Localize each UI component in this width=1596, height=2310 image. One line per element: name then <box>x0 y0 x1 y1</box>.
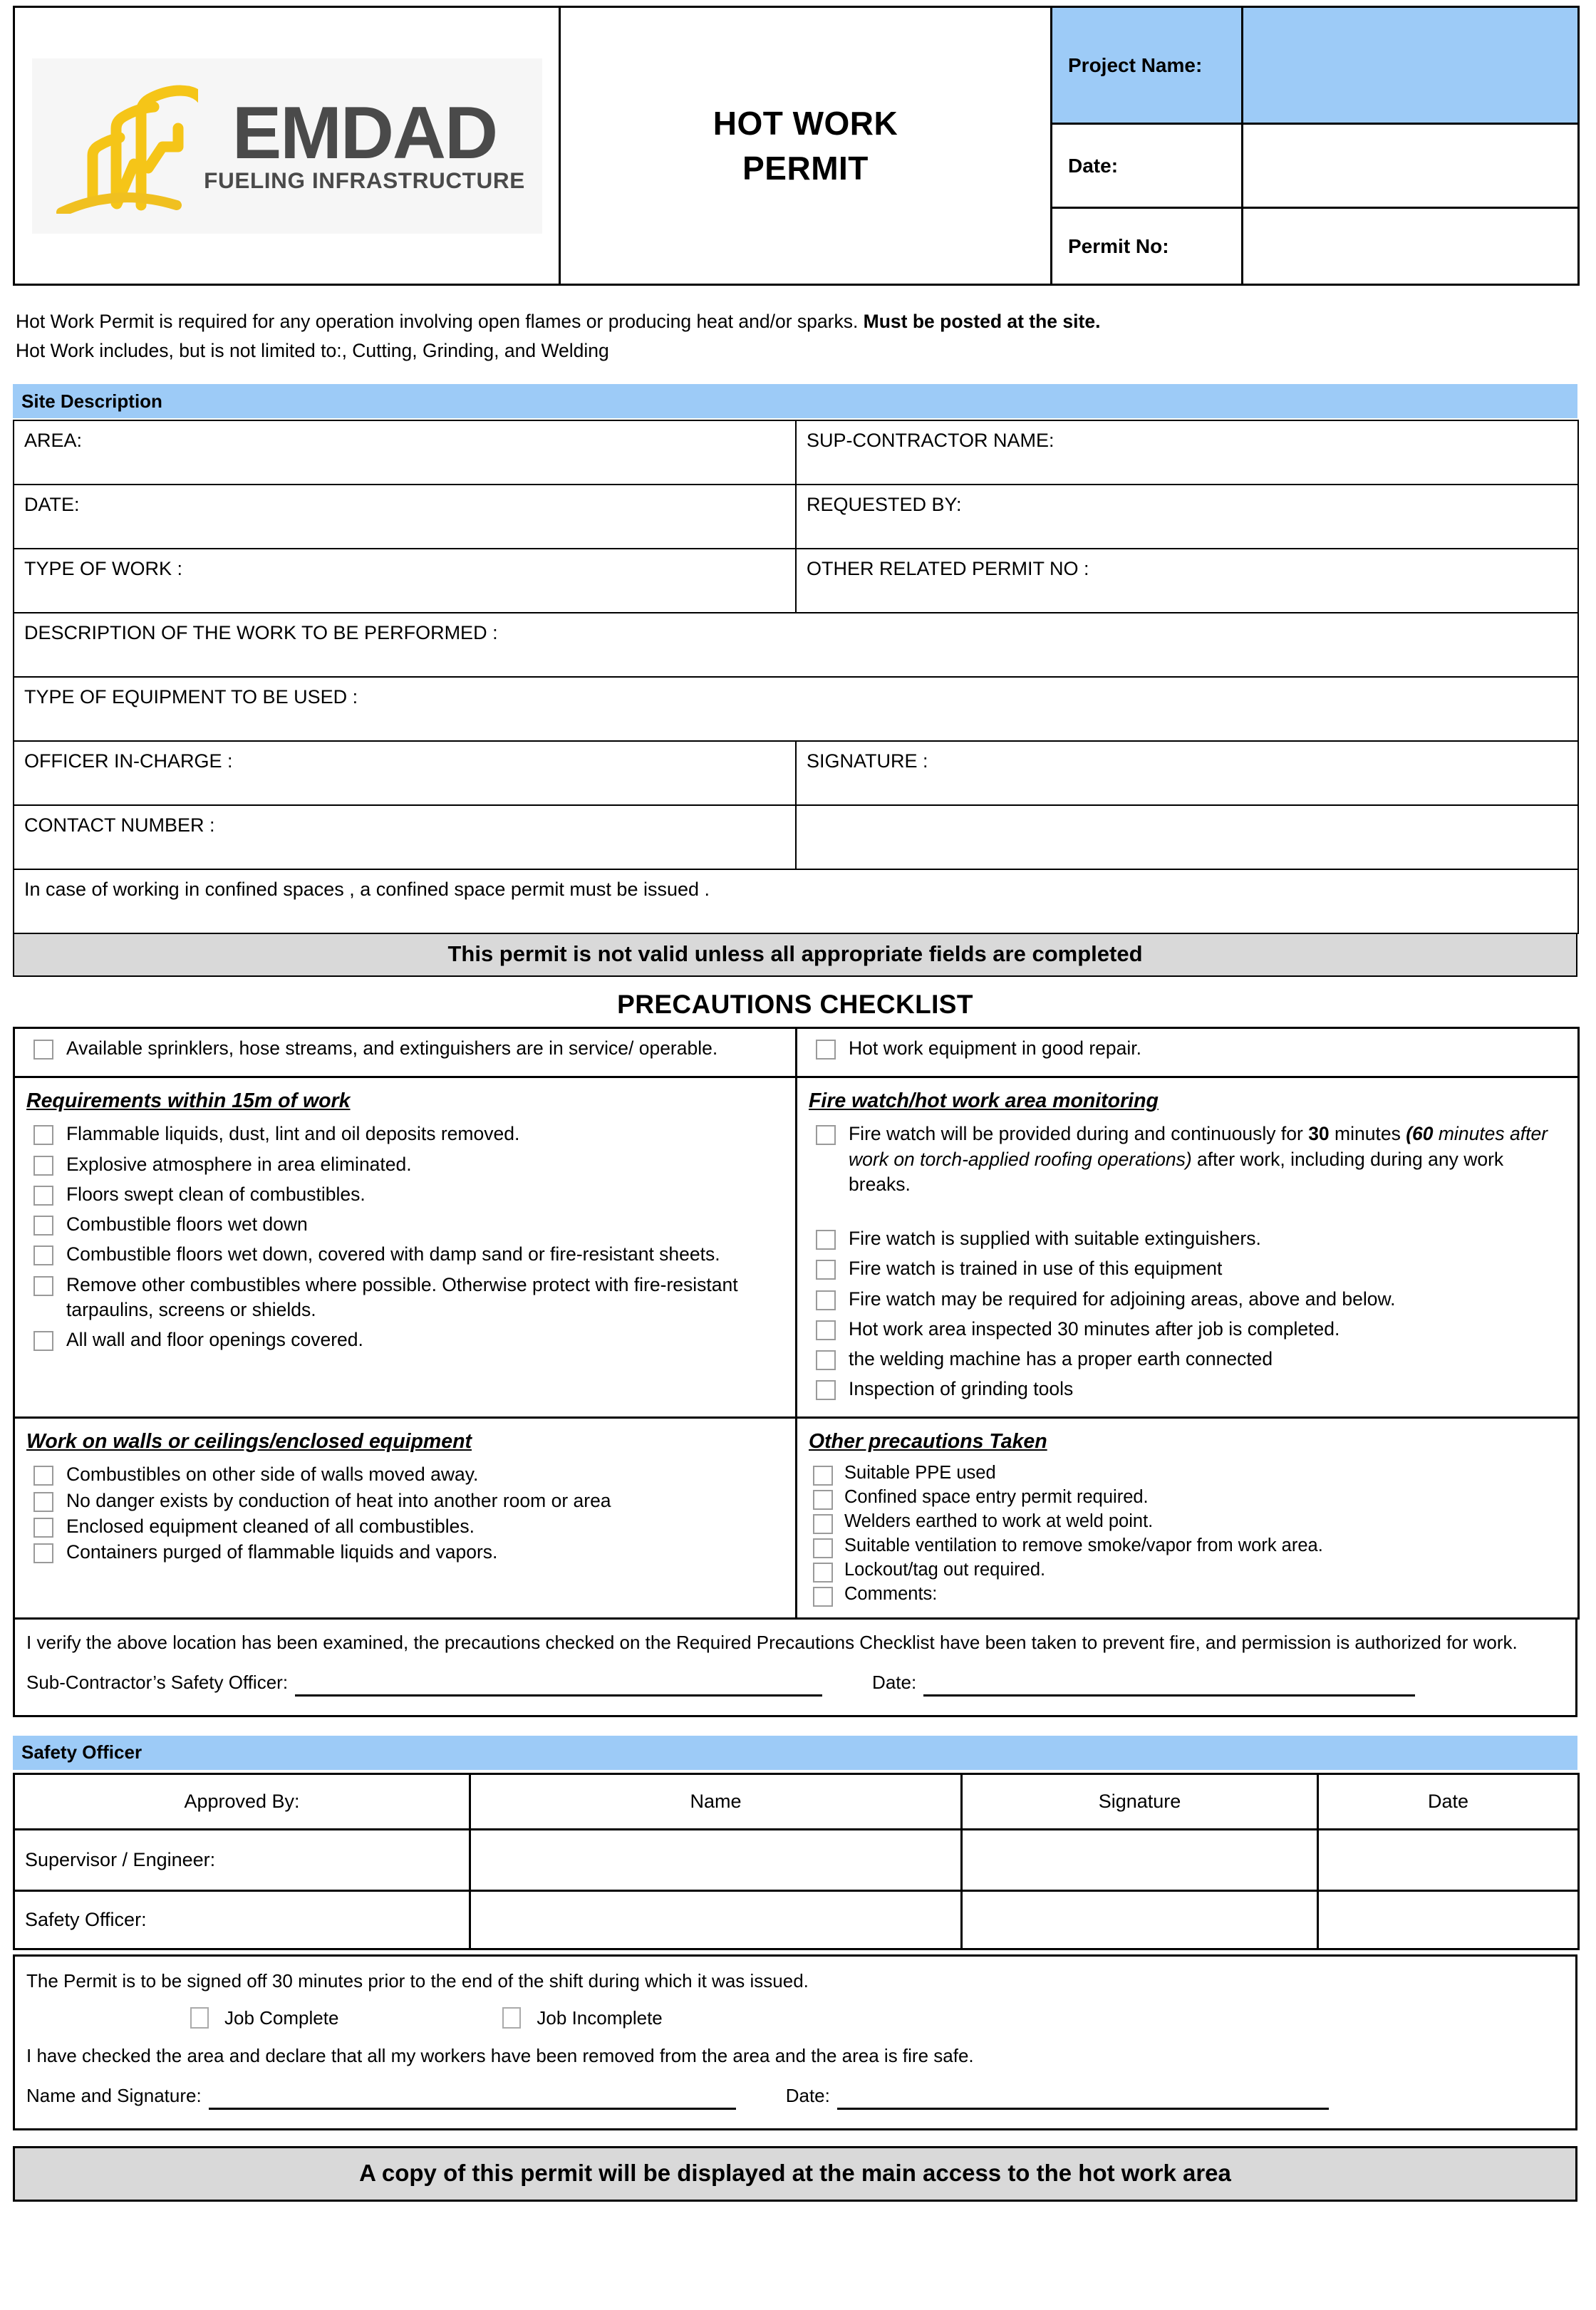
checklist-item-label: Confined space entry permit required. <box>844 1487 1149 1508</box>
checkbox-icon[interactable] <box>33 1186 53 1206</box>
checklist-item-label: Lockout/tag out required. <box>844 1560 1046 1580</box>
checklist-cell-top-right <box>797 1028 1579 1077</box>
checkbox-icon[interactable] <box>33 1492 53 1512</box>
checklist-item[interactable] <box>803 1559 1572 1583</box>
checklist-cell-left-walls <box>14 1418 797 1619</box>
intro-text <box>16 307 1569 366</box>
cell-safety-officer-name[interactable] <box>470 1890 962 1949</box>
fw-bold-30: 30 <box>1308 1123 1330 1145</box>
precautions-checklist-table <box>13 1027 1580 1620</box>
checklist-item[interactable] <box>21 1152 789 1177</box>
section-heading-requirements-15m: Requirements within 15m of work <box>26 1089 351 1113</box>
field-type-of-work[interactable]: TYPE OF WORK : <box>14 549 796 613</box>
emdad-logo <box>32 58 542 234</box>
name-and-signature-label: Name and Signature: <box>26 2084 202 2106</box>
spacer <box>803 1202 1572 1226</box>
checkbox-icon[interactable] <box>33 1216 53 1236</box>
fw-bold-60: (60 <box>1406 1123 1434 1145</box>
logo-brand-text: EMDAD <box>232 91 497 175</box>
checkbox-icon[interactable] <box>816 1320 836 1340</box>
checklist-item-label: Fire watch is trained in use of this equipment <box>849 1258 1223 1280</box>
site-description-section-header: Site Description <box>13 384 1577 418</box>
hot-work-permit-document <box>0 6 1596 2310</box>
intro-line-1-bold: Must be posted at the site. <box>863 311 1101 332</box>
checklist-item[interactable] <box>803 1377 1572 1402</box>
field-work-description[interactable]: DESCRIPTION OF THE WORK TO BE PERFORMED : <box>14 613 1578 677</box>
section-heading-other-precautions: Other precautions Taken <box>809 1430 1047 1454</box>
checklist-item-label: Suitable ventilation to remove smoke/vapor from work area. <box>844 1535 1323 1556</box>
checkbox-icon[interactable] <box>813 1538 833 1558</box>
checklist-item[interactable] <box>803 1287 1572 1312</box>
cell-supervisor-name[interactable] <box>470 1829 962 1890</box>
name-and-signature-line[interactable] <box>209 2091 736 2110</box>
checklist-cell-right-other <box>797 1418 1579 1619</box>
field-contact-number[interactable]: CONTACT NUMBER : <box>14 805 796 869</box>
cell-safety-officer-signature[interactable] <box>962 1890 1318 1949</box>
signoff-date-line[interactable] <box>837 2091 1329 2110</box>
checkbox-icon[interactable] <box>33 1543 53 1563</box>
precautions-checklist-title: PRECAUTIONS CHECKLIST <box>617 990 973 1020</box>
checkbox-icon[interactable] <box>813 1563 833 1583</box>
checklist-item[interactable] <box>21 1540 789 1565</box>
field-subcontractor-name[interactable]: SUP-CONTRACTOR NAME: <box>796 420 1578 485</box>
checkbox-icon[interactable] <box>33 1331 53 1351</box>
checkbox-icon[interactable] <box>33 1040 53 1060</box>
checklist-item-label: Inspection of grinding tools <box>849 1378 1074 1400</box>
checklist-item-label: Explosive atmosphere in area eliminated. <box>66 1153 412 1175</box>
checklist-item-label: Welders earthed to work at weld point. <box>844 1511 1154 1532</box>
checklist-item[interactable] <box>21 1327 789 1352</box>
checklist-item-label: Hot work equipment in good repair. <box>849 1037 1141 1060</box>
verification-signature-row <box>26 1669 1564 1697</box>
company-logo-cell <box>14 7 560 285</box>
checkbox-icon[interactable] <box>816 1230 836 1250</box>
table-row <box>14 549 1578 613</box>
checkbox-icon[interactable] <box>816 1380 836 1400</box>
checklist-item-label: Enclosed equipment cleaned of all combustibles. <box>66 1515 475 1537</box>
project-name-label: Project Name: <box>1052 7 1243 124</box>
checklist-item-label: the welding machine has a proper earth connected <box>849 1348 1273 1369</box>
section-heading-work-on-walls: Work on walls or ceilings/enclosed equipment <box>26 1430 472 1454</box>
checklist-item-label: Combustible floors wet down <box>66 1213 308 1236</box>
checklist-item-label: Combustible floors wet down, covered with damp sand or fire-resistant sheets. <box>66 1243 720 1265</box>
checkbox-icon[interactable] <box>813 1490 833 1510</box>
checklist-item[interactable] <box>803 1317 1572 1342</box>
footer-banner: A copy of this permit will be displayed at the main access to the hot work area <box>13 2146 1577 2202</box>
checklist-cell-top-left <box>14 1028 797 1077</box>
safety-officer-table <box>13 1773 1580 1950</box>
field-other-related-permit-no[interactable]: OTHER RELATED PERMIT NO : <box>796 549 1578 613</box>
checklist-item[interactable] <box>21 1514 789 1539</box>
cell-safety-officer-date[interactable] <box>1318 1890 1579 1949</box>
permit-number-value[interactable] <box>1243 208 1579 285</box>
row-label-safety-officer: Safety Officer: <box>14 1890 470 1949</box>
signoff-signature-row <box>26 2083 1564 2110</box>
fw-part2: minutes <box>1329 1123 1406 1145</box>
field-officer-in-charge[interactable]: OFFICER IN-CHARGE : <box>14 741 796 805</box>
checklist-cell-right-main <box>797 1077 1579 1418</box>
job-status-row <box>26 2005 1564 2032</box>
table-row <box>14 485 1578 549</box>
checkbox-icon[interactable] <box>813 1466 833 1486</box>
checklist-item-label: Remove other combustibles where possible. Otherwise protect with fire-resistant tarpaulins, screens or shields. <box>66 1273 738 1320</box>
checklist-item-label: Fire watch may be required for adjoining areas, above and below. <box>849 1288 1396 1310</box>
checkbox-icon[interactable] <box>813 1587 833 1607</box>
job-incomplete-checkbox-icon[interactable] <box>502 2007 521 2029</box>
permit-header-table <box>13 6 1580 286</box>
column-header-date: Date <box>1318 1773 1579 1829</box>
spacer <box>21 1357 789 1400</box>
checkbox-icon[interactable] <box>33 1245 53 1265</box>
job-incomplete-label: Job Incomplete <box>537 2006 663 2029</box>
emdad-logo-mark-icon <box>48 78 198 214</box>
checklist-item-label: Floors swept clean of combustibles. <box>66 1183 366 1205</box>
subcontractor-safety-officer-label: Sub-Contractor’s Safety Officer: <box>26 1672 289 1694</box>
fw-italic: minutes after work on torch-applied roofing operations) <box>849 1123 1548 1170</box>
project-name-value[interactable] <box>1243 7 1579 124</box>
checklist-item[interactable] <box>21 1462 789 1487</box>
checkbox-icon[interactable] <box>816 1125 836 1145</box>
fw-part1: Fire watch will be provided during and continuously for <box>849 1123 1309 1145</box>
row-label-supervisor-engineer: Supervisor / Engineer: <box>14 1829 470 1890</box>
cell-supervisor-signature[interactable] <box>962 1829 1318 1890</box>
checklist-item-label: Containers purged of flammable liquids and vapors. <box>66 1541 498 1563</box>
signoff-note: The Permit is to be signed off 30 minutes prior to the end of the shift during which it was issued. <box>26 1969 809 1992</box>
checklist-item[interactable] <box>803 1511 1572 1534</box>
checklist-item[interactable] <box>21 1212 789 1237</box>
job-complete-checkbox-icon[interactable] <box>190 2007 209 2029</box>
checkbox-icon[interactable] <box>33 1466 53 1486</box>
section-heading-fire-watch: Fire watch/hot work area monitoring <box>809 1089 1159 1113</box>
fw-part3: after work, including during any work breaks. <box>849 1148 1504 1195</box>
checklist-item-label: Hot work area inspected 30 minutes after job is completed. <box>849 1317 1340 1340</box>
checklist-item-label <box>849 1122 1572 1197</box>
column-header-name: Name <box>470 1773 962 1829</box>
table-row <box>14 869 1578 933</box>
signoff-block <box>13 1954 1577 2130</box>
checklist-item-label: No danger exists by conduction of heat into another room or area <box>66 1489 611 1511</box>
job-complete-label: Job Complete <box>224 2006 339 2029</box>
confined-space-note: In case of working in confined spaces , a confined space permit must be issued . <box>14 869 1578 933</box>
field-area[interactable]: AREA: <box>14 420 796 485</box>
logo-tagline-text: FUELING INFRASTRUCTURE <box>204 167 525 193</box>
checklist-item[interactable] <box>803 1256 1572 1281</box>
table-row <box>14 1028 1579 1077</box>
checklist-item[interactable] <box>803 1535 1572 1558</box>
intro-line-1-normal: Hot Work Permit is required for any operation involving open flames or producing heat and/or sparks. <box>16 311 864 332</box>
checklist-item-label: Flammable liquids, dust, lint and oil deposits removed. <box>66 1123 520 1145</box>
checkbox-icon[interactable] <box>816 1290 836 1310</box>
checklist-item[interactable] <box>21 1122 789 1146</box>
permit-date-value[interactable] <box>1243 124 1579 208</box>
column-header-approved-by: Approved By: <box>14 1773 470 1829</box>
signoff-date-label: Date: <box>785 2084 830 2106</box>
checkbox-icon[interactable] <box>33 1156 53 1176</box>
column-header-signature: Signature <box>962 1773 1318 1829</box>
table-row <box>14 613 1578 677</box>
permit-date-label: Date: <box>1052 124 1243 208</box>
checkbox-icon[interactable] <box>33 1518 53 1538</box>
table-row <box>14 1077 1579 1418</box>
checklist-item[interactable] <box>803 1486 1572 1510</box>
table-row <box>14 805 1578 869</box>
checklist-item[interactable] <box>803 1462 1572 1486</box>
permit-number-label: Permit No: <box>1052 208 1243 285</box>
field-requested-by[interactable]: REQUESTED BY: <box>796 485 1578 549</box>
checkbox-icon[interactable] <box>33 1276 53 1296</box>
safety-officer-section-header: Safety Officer <box>13 1736 1577 1770</box>
checklist-item-label: Suitable PPE used <box>844 1463 996 1483</box>
permit-title-cell <box>560 7 1052 285</box>
subcontractor-safety-officer-line[interactable] <box>295 1678 822 1697</box>
site-description-table <box>13 420 1579 934</box>
field-equipment-type[interactable]: TYPE OF EQUIPMENT TO BE USED : <box>14 677 1578 741</box>
field-officer-signature[interactable]: SIGNATURE : <box>796 741 1578 805</box>
checklist-item-label: Fire watch is supplied with suitable extinguishers. <box>849 1228 1261 1250</box>
cell-supervisor-date[interactable] <box>1318 1829 1579 1890</box>
verification-date-line[interactable] <box>923 1678 1415 1697</box>
table-header-row <box>14 1773 1579 1829</box>
checklist-item-label: All wall and floor openings covered. <box>66 1329 363 1350</box>
checklist-item-label: Comments: <box>844 1584 938 1605</box>
checklist-item[interactable] <box>803 1226 1572 1251</box>
checklist-cell-left-main <box>14 1077 797 1418</box>
permit-title-line-1: HOT WORK <box>712 105 898 143</box>
checkbox-icon[interactable] <box>816 1040 836 1060</box>
field-contact-number-value[interactable] <box>796 805 1578 869</box>
checkbox-icon[interactable] <box>816 1350 836 1370</box>
permit-title-line-2: PERMIT <box>742 149 869 187</box>
verification-block <box>13 1620 1577 1716</box>
table-row <box>14 1829 1579 1890</box>
validity-banner: This permit is not valid unless all appropriate fields are completed <box>13 934 1577 977</box>
checklist-item[interactable] <box>803 1583 1572 1607</box>
checklist-item[interactable] <box>21 1242 789 1267</box>
table-row <box>14 677 1578 741</box>
field-date[interactable]: DATE: <box>14 485 796 549</box>
intro-line-2: Hot Work includes, but is not limited to:, Cutting, Grinding, and Welding <box>16 340 609 362</box>
checklist-item[interactable] <box>803 1036 1572 1061</box>
table-row <box>14 1890 1579 1949</box>
checkbox-icon[interactable] <box>816 1260 836 1280</box>
table-row <box>14 1418 1579 1619</box>
checkbox-icon[interactable] <box>813 1514 833 1534</box>
checklist-item[interactable] <box>21 1273 789 1322</box>
checklist-item-label: Available sprinklers, hose streams, and extinguishers are in service/ operable. <box>66 1037 718 1060</box>
verification-text: I verify the above location has been examined, the precautions checked on the Required Precautions Checklist have been taken to prevent fire, and permission is authorized for work. <box>26 1632 1518 1654</box>
checklist-item-label: Combustibles on other side of walls moved away. <box>66 1464 479 1486</box>
checkbox-icon[interactable] <box>33 1125 53 1145</box>
checklist-item[interactable] <box>21 1488 789 1513</box>
table-row <box>14 741 1578 805</box>
table-row <box>14 420 1578 485</box>
checklist-item[interactable] <box>803 1122 1572 1197</box>
verification-date-label: Date: <box>872 1672 917 1694</box>
checklist-item[interactable] <box>21 1182 789 1207</box>
checklist-item[interactable] <box>21 1036 789 1061</box>
signoff-declaration: I have checked the area and declare that all my workers have been removed from the area and the area is fire safe. <box>26 2045 974 2067</box>
checklist-item[interactable] <box>803 1347 1572 1372</box>
intro-line-1 <box>16 307 1569 336</box>
